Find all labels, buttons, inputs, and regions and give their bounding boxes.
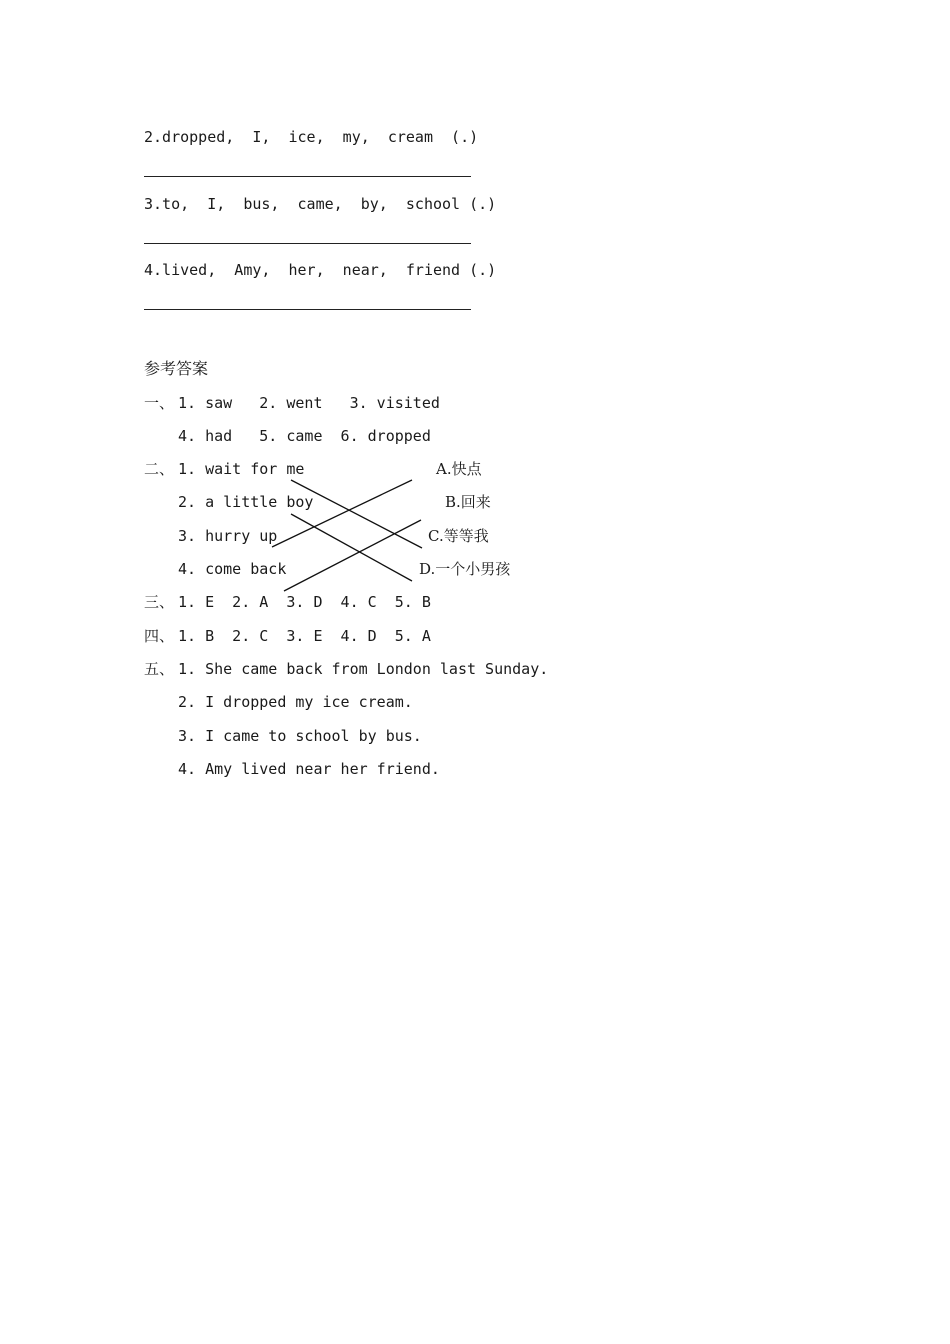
- section3-answers: 1. E 2. A 3. D 4. C 5. B: [178, 593, 431, 611]
- match-right-d: D.一个小男孩: [419, 560, 511, 578]
- match-left-4: 4. come back: [178, 560, 287, 578]
- section5-line-4: 4. Amy lived near her friend.: [178, 760, 440, 778]
- match-left-2: 2. a little boy: [178, 493, 314, 511]
- section2-prefix: 二、: [144, 460, 175, 478]
- section5-prefix: 五、: [144, 660, 175, 678]
- section4-prefix: 四、: [144, 627, 175, 645]
- section5-line-3: 3. I came to school by bus.: [178, 727, 422, 745]
- section1-row1: 1. saw 2. went 3. visited: [178, 394, 440, 412]
- section5-line-2: 2. I dropped my ice cream.: [178, 693, 413, 711]
- match-left-3: 3. hurry up: [178, 527, 278, 545]
- section5-line-1: 1. She came back from London last Sunday.: [178, 660, 549, 678]
- section1-row2: 4. had 5. came 6. dropped: [178, 427, 431, 445]
- match-line-3-a: [272, 480, 412, 547]
- exercise-4-words: 4.lived, Amy, her, near, friend (.): [144, 261, 497, 279]
- section4-answers: 1. B 2. C 3. E 4. D 5. A: [178, 627, 431, 645]
- exercise-2-words: 2.dropped, I, ice, my, cream (.): [144, 128, 479, 146]
- match-left-1: 1. wait for me: [178, 460, 305, 478]
- match-line-1-c: [291, 480, 422, 548]
- exercise-3-words: 3.to, I, bus, came, by, school (.): [144, 195, 497, 213]
- match-right-a: A.快点: [436, 460, 482, 478]
- match-right-b: B.回来: [445, 493, 491, 511]
- answers-title: 参考答案: [144, 359, 209, 378]
- match-right-c: C.等等我: [428, 527, 489, 545]
- section1-prefix: 一、: [144, 394, 175, 412]
- section3-prefix: 三、: [144, 593, 175, 611]
- match-line-2-d: [291, 514, 412, 581]
- match-line-4-b: [284, 520, 421, 591]
